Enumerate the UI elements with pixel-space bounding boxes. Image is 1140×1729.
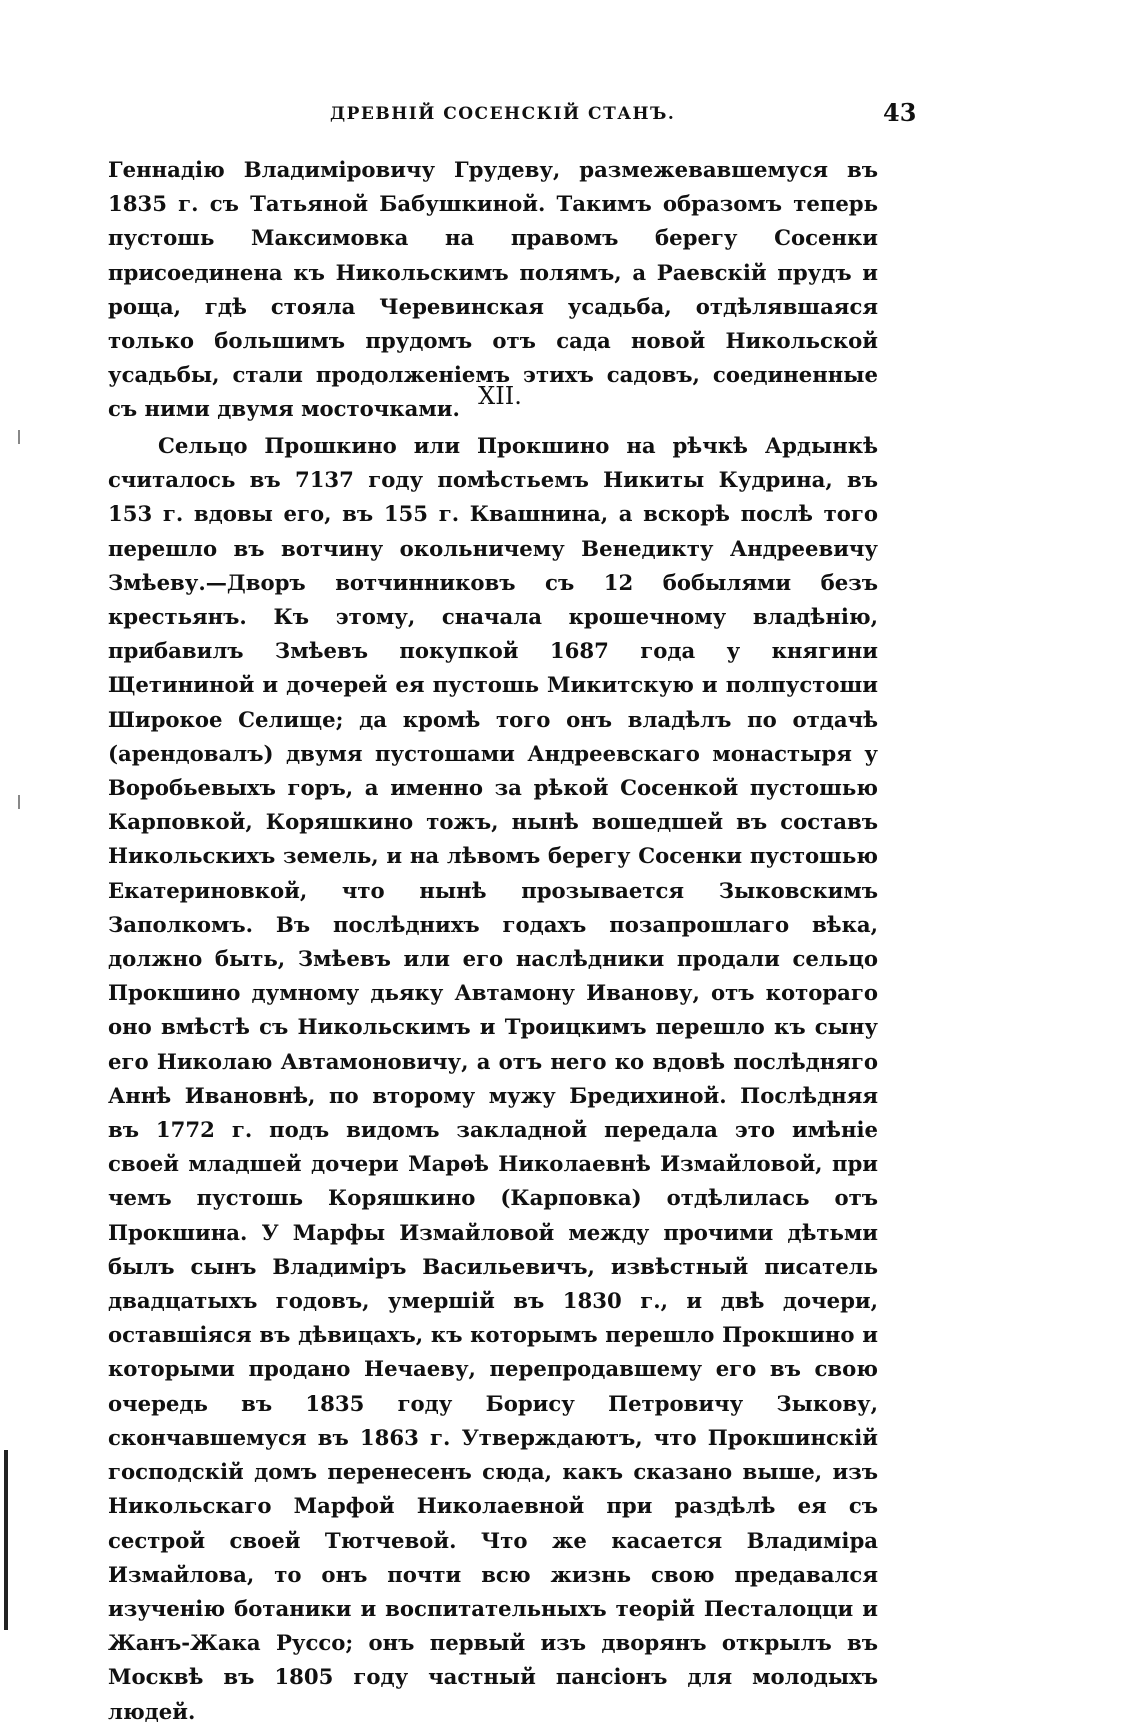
paragraph-section-xii: Сельцо Прошкино или Прокшино на рѣчкѣ Ардынкѣ считалось въ 7137 году помѣстьемъ Никиты Кудрина, въ 153 г. вдовы его, въ 155 г. Квашнина, а вскорѣ послѣ того перешло въ вотчину окольничему Венедикту Андреевичу Змѣеву.—Дворъ вотчинниковъ съ 12 бобылями безъ крестьянъ. Къ этому, сначала крошечному владѣнію, прибавилъ Змѣевъ покупкой 1687 года у княгини Щетининой и дочерей ея пустошь Микитскую и полпустоши Широкое Селище; да кромѣ того онъ владѣлъ по отдачѣ (арендовалъ) двумя пустошами Андреевскаго монастыря у Воробьевыхъ горъ, а именно за рѣкой Сосенкой пустошью Карповкой, Коряшкино тожъ, нынѣ вошедшей въ составъ Никольскихъ земель, и на лѣвомъ берегу Сосенки пустошью Екатериновкой, что нынѣ прозывается Зыковскимъ Заполкомъ. Въ послѣднихъ годахъ позапрошлаго вѣка, должно быть, Змѣевъ или его наслѣдники продали сельцо Прокшино думному дьяку Автамону Иванову, отъ котораго оно вмѣстѣ съ Никольскимъ и Троицкимъ перешло къ сыну его Николаю Автамоновичу, а отъ него ко вдовѣ послѣдняго Аннѣ Ивановнѣ, по второму мужу Бредихиной. Послѣдняя въ 1772 г. подъ видомъ закладной передала это имѣніе своей младшей дочери Марѳѣ Николаевнѣ Измайловой, при чемъ пустошь Коряшкино (Карповка) отдѣлилась отъ Прокшина. У Марфы Измайловой между прочими дѣтьми былъ сынъ Владиміръ Васильевичъ, извѣстный писатель двадцатыхъ годовъ, умершій въ 1830 г., и двѣ дочери, оставшіяся въ дѣвицахъ, къ которымъ перешло Прокшино и которыми продано Нечаеву, перепродавшему его въ свою очередь въ 1835 году Борису Петровичу Зыкову, скончавшемуся въ 1863 г. Утверждаютъ, что Прокшинскій господскій домъ перенесенъ сюда, какъ сказано выше, изъ Никольскаго Марфой Николаевной при раздѣлѣ ея съ сестрой своей Тютчевой. Что же касается Владиміра Измайлова, то онъ почти всю жизнь свою предавался изученію ботаники и воспитательныхъ теорій Песталоцци и Жанъ-Жака Руссо; онъ первый изъ дворянъ открылъ въ Москвѣ въ 1805 году частный пансіонъ для молодыхъ людей. <box>108 433 878 1724</box>
running-title: ДРЕВНІЙ СОСЕНСКІЙ СТАНЪ. <box>330 104 676 124</box>
page-number: 43 <box>883 98 917 127</box>
scan-mark <box>18 795 20 809</box>
scan-mark <box>18 430 20 444</box>
section-heading: XII. <box>478 382 522 410</box>
scan-margin-edge <box>4 1450 8 1630</box>
paragraph-continued: Геннадію Владиміровичу Грудеву, размежевавшемуся въ 1835 г. съ Татьяной Бабушкиной. Такимъ образомъ теперь пустошь Максимовка на правомъ берегу Сосенки присоединена къ Никольскимъ полямъ, а Раевскій прудъ и роща, гдѣ стояла Черевинская усадьба, отдѣлявшаяся только большимъ прудомъ отъ сада новой Никольской усадьбы, стали продолженіемъ этихъ садовъ, соединенные съ ними двумя мосточками. <box>108 157 878 422</box>
